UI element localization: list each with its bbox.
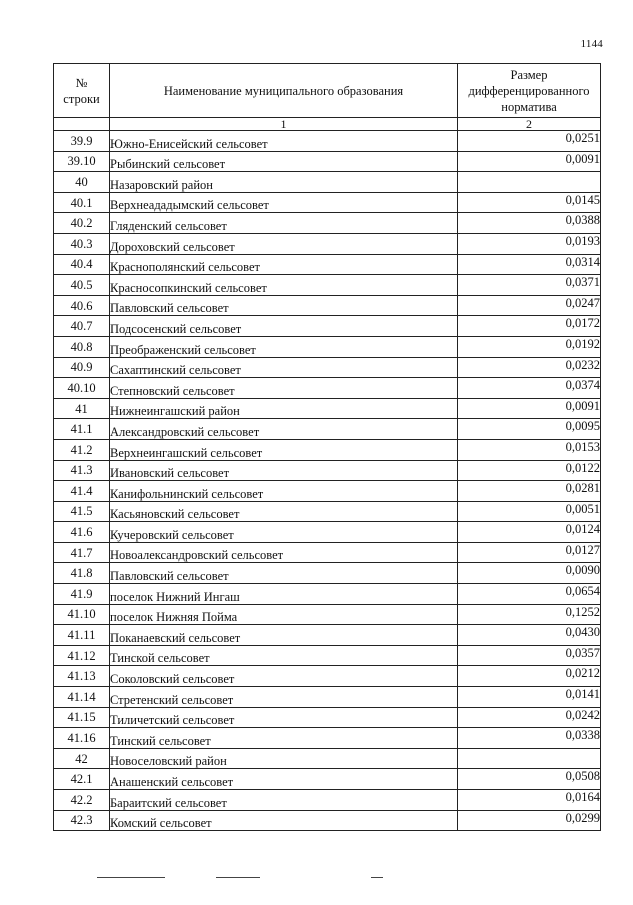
row-number-cell: 41.16 xyxy=(54,728,110,749)
municipality-name-cell: Павловский сельсовет xyxy=(110,563,458,584)
table-header-row xyxy=(54,64,601,118)
table-row xyxy=(54,810,601,831)
normative-value-cell: 0,0091 xyxy=(458,151,601,172)
table-row xyxy=(54,584,601,605)
normative-value-cell: 0,0124 xyxy=(458,522,601,543)
row-number-cell: 41.6 xyxy=(54,522,110,543)
municipality-name-cell: Соколовский сельсовет xyxy=(110,666,458,687)
municipality-name-cell: Стретенский сельсовет xyxy=(110,687,458,708)
normative-value-cell: 0,0172 xyxy=(458,316,601,337)
table-row xyxy=(54,481,601,502)
normative-value-cell: 0,0153 xyxy=(458,439,601,460)
row-number-cell: 42.2 xyxy=(54,790,110,811)
table-row xyxy=(54,707,601,728)
table-row xyxy=(54,645,601,666)
column-number-empty xyxy=(54,118,110,131)
row-number-cell: 41.12 xyxy=(54,645,110,666)
municipality-name-cell: Гляденский сельсовет xyxy=(110,213,458,234)
header-row-number xyxy=(54,64,110,118)
municipality-name-cell: Тинской сельсовет xyxy=(110,645,458,666)
row-number-cell: 40 xyxy=(54,172,110,193)
row-number-cell: 41.13 xyxy=(54,666,110,687)
table-row xyxy=(54,192,601,213)
column-number-1: 1 xyxy=(110,118,458,131)
normative-value-cell: 0,0122 xyxy=(458,460,601,481)
municipality-name-cell: Красносопкинский сельсовет xyxy=(110,275,458,296)
header-name xyxy=(110,64,458,118)
municipality-name-cell: Касьяновский сельсовет xyxy=(110,501,458,522)
row-number-cell: 40.3 xyxy=(54,233,110,254)
municipality-name-cell: Анашенский сельсовет xyxy=(110,769,458,790)
header-row-number-label: № строки xyxy=(63,75,100,106)
normative-value-cell: 0,0374 xyxy=(458,378,601,399)
municipality-name-cell: Рыбинский сельсовет xyxy=(110,151,458,172)
municipality-name-cell: поселок Нижняя Пойма xyxy=(110,604,458,625)
municipality-name-cell: Кучеровский сельсовет xyxy=(110,522,458,543)
table-row xyxy=(54,233,601,254)
row-number-cell: 40.6 xyxy=(54,295,110,316)
row-number-cell: 41 xyxy=(54,398,110,419)
table-row xyxy=(54,398,601,419)
normative-value-cell: 0,0508 xyxy=(458,769,601,790)
normative-value-cell: 0,0145 xyxy=(458,192,601,213)
row-number-cell: 39.9 xyxy=(54,131,110,152)
municipality-name-cell: Нижнеингашский район xyxy=(110,398,458,419)
normative-value-cell: 0,0357 xyxy=(458,645,601,666)
table-row xyxy=(54,460,601,481)
municipality-name-cell: Краснополянский сельсовет xyxy=(110,254,458,275)
table-row xyxy=(54,625,601,646)
normative-value-cell: 0,0251 xyxy=(458,131,601,152)
row-number-cell: 41.14 xyxy=(54,687,110,708)
table-row xyxy=(54,254,601,275)
table-row xyxy=(54,666,601,687)
municipality-name-cell: Канифольнинский сельсовет xyxy=(110,481,458,502)
page-number: 1144 xyxy=(580,38,603,50)
table-row xyxy=(54,522,601,543)
municipality-name-cell: Поканаевский сельсовет xyxy=(110,625,458,646)
normative-value-cell: 0,0430 xyxy=(458,625,601,646)
column-number-row xyxy=(54,118,601,131)
municipality-name-cell: Александровский сельсовет xyxy=(110,419,458,440)
municipality-name-cell: Тиличетский сельсовет xyxy=(110,707,458,728)
table-row xyxy=(54,419,601,440)
row-number-cell: 40.1 xyxy=(54,192,110,213)
table-row xyxy=(54,439,601,460)
normative-value-cell: 0,0212 xyxy=(458,666,601,687)
municipality-name-cell: Назаровский район xyxy=(110,172,458,193)
table-row xyxy=(54,378,601,399)
normative-value-cell: 0,0299 xyxy=(458,810,601,831)
row-number-cell: 41.10 xyxy=(54,604,110,625)
row-number-cell: 42.1 xyxy=(54,769,110,790)
municipality-name-cell: Комский сельсовет xyxy=(110,810,458,831)
normative-value-cell: 0,0232 xyxy=(458,357,601,378)
table-row xyxy=(54,728,601,749)
row-number-cell: 41.3 xyxy=(54,460,110,481)
normative-value-cell: 0,0388 xyxy=(458,213,601,234)
table-row xyxy=(54,275,601,296)
normative-value-cell: 0,0164 xyxy=(458,790,601,811)
municipality-name-cell: Сахаптинский сельсовет xyxy=(110,357,458,378)
table-row xyxy=(54,336,601,357)
municipality-name-cell: Верхнеингашский сельсовет xyxy=(110,439,458,460)
normative-value-cell: 0,0242 xyxy=(458,707,601,728)
row-number-cell: 41.7 xyxy=(54,542,110,563)
row-number-cell: 41.5 xyxy=(54,501,110,522)
municipality-name-cell: Подсосенский сельсовет xyxy=(110,316,458,337)
table-row xyxy=(54,748,601,769)
table-row xyxy=(54,316,601,337)
footer-line-3 xyxy=(371,877,383,878)
normative-table xyxy=(53,63,601,831)
row-number-cell: 40.8 xyxy=(54,336,110,357)
row-number-cell: 41.2 xyxy=(54,439,110,460)
normative-value-cell: 0,0091 xyxy=(458,398,601,419)
normative-value-cell: 0,0192 xyxy=(458,336,601,357)
row-number-cell: 40.4 xyxy=(54,254,110,275)
normative-value-cell: 0,0247 xyxy=(458,295,601,316)
normative-value-cell xyxy=(458,172,601,193)
normative-value-cell: 0,0281 xyxy=(458,481,601,502)
table-body xyxy=(54,131,601,831)
column-number-2: 2 xyxy=(458,118,601,131)
municipality-name-cell: Павловский сельсовет xyxy=(110,295,458,316)
normative-value-cell: 0,1252 xyxy=(458,604,601,625)
municipality-name-cell: Верхнеададымский сельсовет xyxy=(110,192,458,213)
row-number-cell: 42 xyxy=(54,748,110,769)
normative-value-cell: 0,0654 xyxy=(458,584,601,605)
normative-value-cell: 0,0141 xyxy=(458,687,601,708)
row-number-cell: 40.2 xyxy=(54,213,110,234)
row-number-cell: 41.8 xyxy=(54,563,110,584)
row-number-cell: 40.10 xyxy=(54,378,110,399)
table-row xyxy=(54,604,601,625)
municipality-name-cell: Южно-Енисейский сельсовет xyxy=(110,131,458,152)
municipality-name-cell: Преображенский сельсовет xyxy=(110,336,458,357)
municipality-name-cell: Бараитский сельсовет xyxy=(110,790,458,811)
normative-value-cell: 0,0338 xyxy=(458,728,601,749)
normative-value-cell: 0,0090 xyxy=(458,563,601,584)
row-number-cell: 41.15 xyxy=(54,707,110,728)
municipality-name-cell: Дороховский сельсовет xyxy=(110,233,458,254)
normative-value-cell xyxy=(458,748,601,769)
table-row xyxy=(54,295,601,316)
header-name-label: Наименование муниципального образования xyxy=(163,83,404,98)
normative-value-cell: 0,0193 xyxy=(458,233,601,254)
row-number-cell: 40.9 xyxy=(54,357,110,378)
footer-line-1 xyxy=(97,877,165,878)
footer-line-2 xyxy=(216,877,260,878)
row-number-cell: 41.1 xyxy=(54,419,110,440)
header-size-label: Размер дифференцированного норматива xyxy=(468,67,590,114)
municipality-name-cell: Тинский сельсовет xyxy=(110,728,458,749)
row-number-cell: 42.3 xyxy=(54,810,110,831)
table-row xyxy=(54,687,601,708)
row-number-cell: 41.11 xyxy=(54,625,110,646)
municipality-name-cell: Степновский сельсовет xyxy=(110,378,458,399)
normative-value-cell: 0,0095 xyxy=(458,419,601,440)
table-row xyxy=(54,542,601,563)
row-number-cell: 40.5 xyxy=(54,275,110,296)
row-number-cell: 40.7 xyxy=(54,316,110,337)
municipality-name-cell: Новоалександровский сельсовет xyxy=(110,542,458,563)
header-size xyxy=(458,64,601,118)
table-row xyxy=(54,172,601,193)
table-row xyxy=(54,131,601,152)
normative-value-cell: 0,0127 xyxy=(458,542,601,563)
municipality-name-cell: Ивановский сельсовет xyxy=(110,460,458,481)
row-number-cell: 39.10 xyxy=(54,151,110,172)
table-row xyxy=(54,213,601,234)
normative-value-cell: 0,0371 xyxy=(458,275,601,296)
row-number-cell: 41.4 xyxy=(54,481,110,502)
row-number-cell: 41.9 xyxy=(54,584,110,605)
table-row xyxy=(54,357,601,378)
table-row xyxy=(54,563,601,584)
table-row xyxy=(54,501,601,522)
municipality-name-cell: поселок Нижний Ингаш xyxy=(110,584,458,605)
normative-value-cell: 0,0051 xyxy=(458,501,601,522)
normative-value-cell: 0,0314 xyxy=(458,254,601,275)
table-row xyxy=(54,790,601,811)
table-row xyxy=(54,151,601,172)
municipality-name-cell: Новоселовский район xyxy=(110,748,458,769)
table-row xyxy=(54,769,601,790)
